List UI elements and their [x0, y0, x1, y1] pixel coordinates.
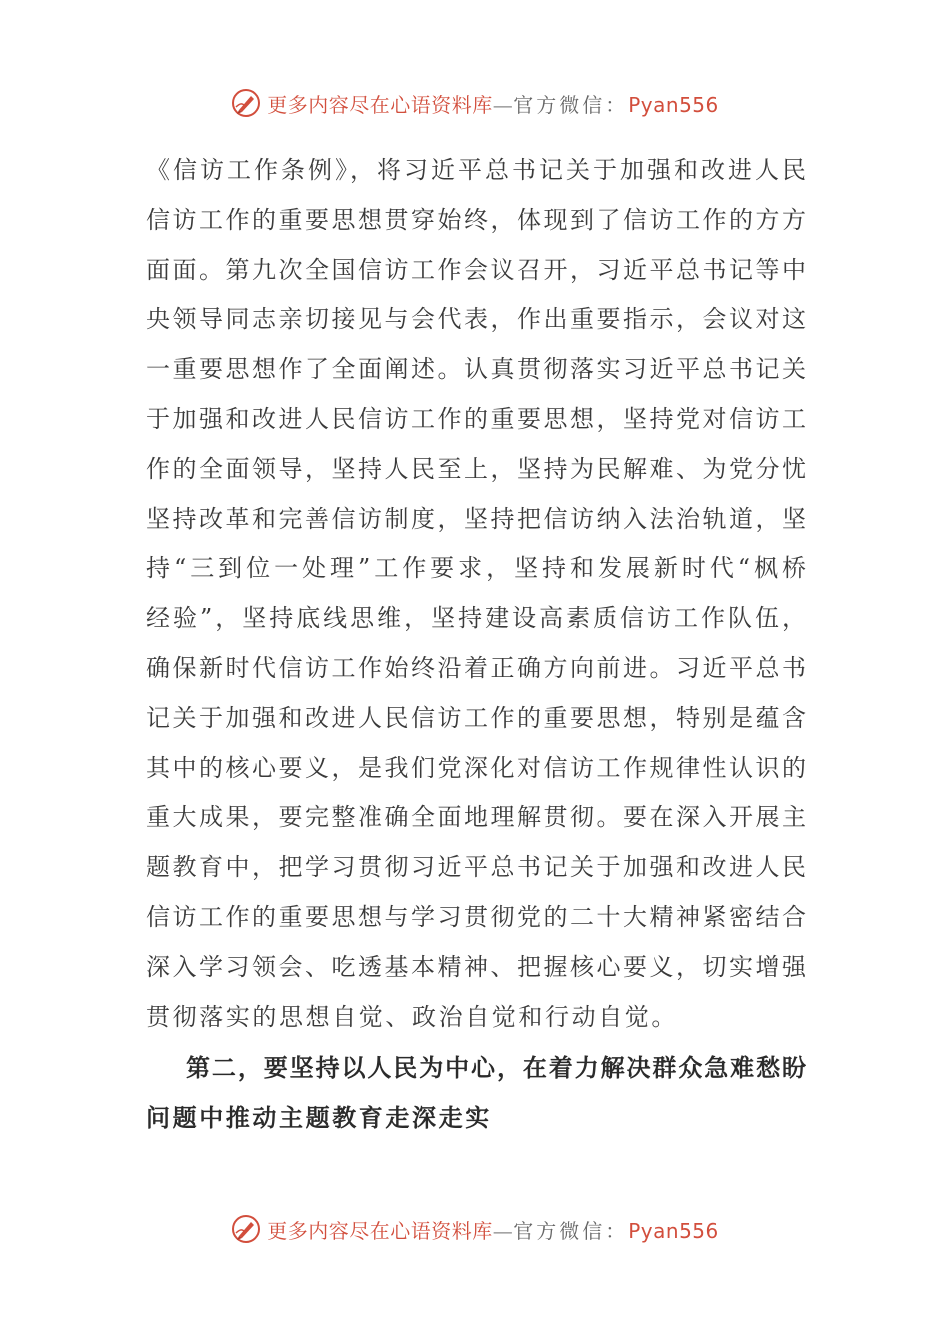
paragraph-line: 央领导同志亲切接见与会代表，作出重要指示，会议对这: [146, 305, 806, 334]
paragraph-line: 贯彻落实的思想自觉、政治自觉和行动自觉。: [146, 1002, 678, 1031]
paragraph-line: 记关于加强和改进人民信访工作的重要思想，特别是蕴含: [146, 703, 806, 732]
paragraph-line: 重大成果，要完整准确全面地理解贯彻。要在深入开展主: [146, 803, 806, 832]
paragraph-line: 坚持改革和完善信访制度，坚持把信访纳入法治轨道，坚: [146, 504, 806, 533]
footer-watermark: [0, 1212, 950, 1246]
paragraph-line: 面面。第九次全国信访工作会议召开，习近平总书记等中: [146, 255, 806, 284]
paragraph-line: 信访工作的重要思想与学习贯彻党的二十大精神紧密结合: [146, 902, 806, 931]
paragraph-line: 于加强和改进人民信访工作的重要思想，坚持党对信访工: [146, 404, 806, 433]
heading-line: 第二，要坚持以人民为中心，在着力解决群众急难愁盼: [186, 1054, 806, 1082]
paragraph-line: 一重要思想作了全面阐述。认真贯彻落实习近平总书记关: [146, 355, 806, 384]
paragraph-line: 确保新时代信访工作始终沿着正确方向前进。习近平总书: [146, 653, 806, 682]
watermark-text: 更多内容尽在心语资料库—官方微信：Pyan556: [267, 1218, 719, 1243]
paragraph-line: 深入学习领会、吃透基本精神、把握核心要义，切实增强: [146, 952, 806, 981]
body-paragraph: [146, 146, 806, 1042]
paragraph-line: 持“三到位一处理”工作要求，坚持和发展新时代“枫桥: [146, 554, 806, 583]
section-heading: [146, 1043, 806, 1143]
paragraph-line: 信访工作的重要思想贯穿始终，体现到了信访工作的方方: [146, 205, 806, 234]
pen-logo-icon: [231, 1214, 261, 1244]
paragraph-line: 题教育中，把学习贯彻习近平总书记关于加强和改进人民: [146, 853, 806, 882]
watermark-text: 更多内容尽在心语资料库—官方微信：Pyan556: [267, 92, 719, 117]
paragraph-line: 作的全面领导，坚持人民至上，坚持为民解难、为党分忧: [146, 454, 806, 483]
heading-line: 问题中推动主题教育走深走实: [146, 1104, 492, 1132]
paragraph-line: 其中的核心要义，是我们党深化对信访工作规律性认识的: [146, 753, 806, 782]
paragraph-line: 经验”，坚持底线思维，坚持建设高素质信访工作队伍，: [146, 604, 806, 633]
paragraph-line: 《信访工作条例》，将习近平总书记关于加强和改进人民: [146, 156, 806, 184]
pen-logo-icon: [231, 88, 261, 118]
header-watermark: [0, 86, 950, 120]
